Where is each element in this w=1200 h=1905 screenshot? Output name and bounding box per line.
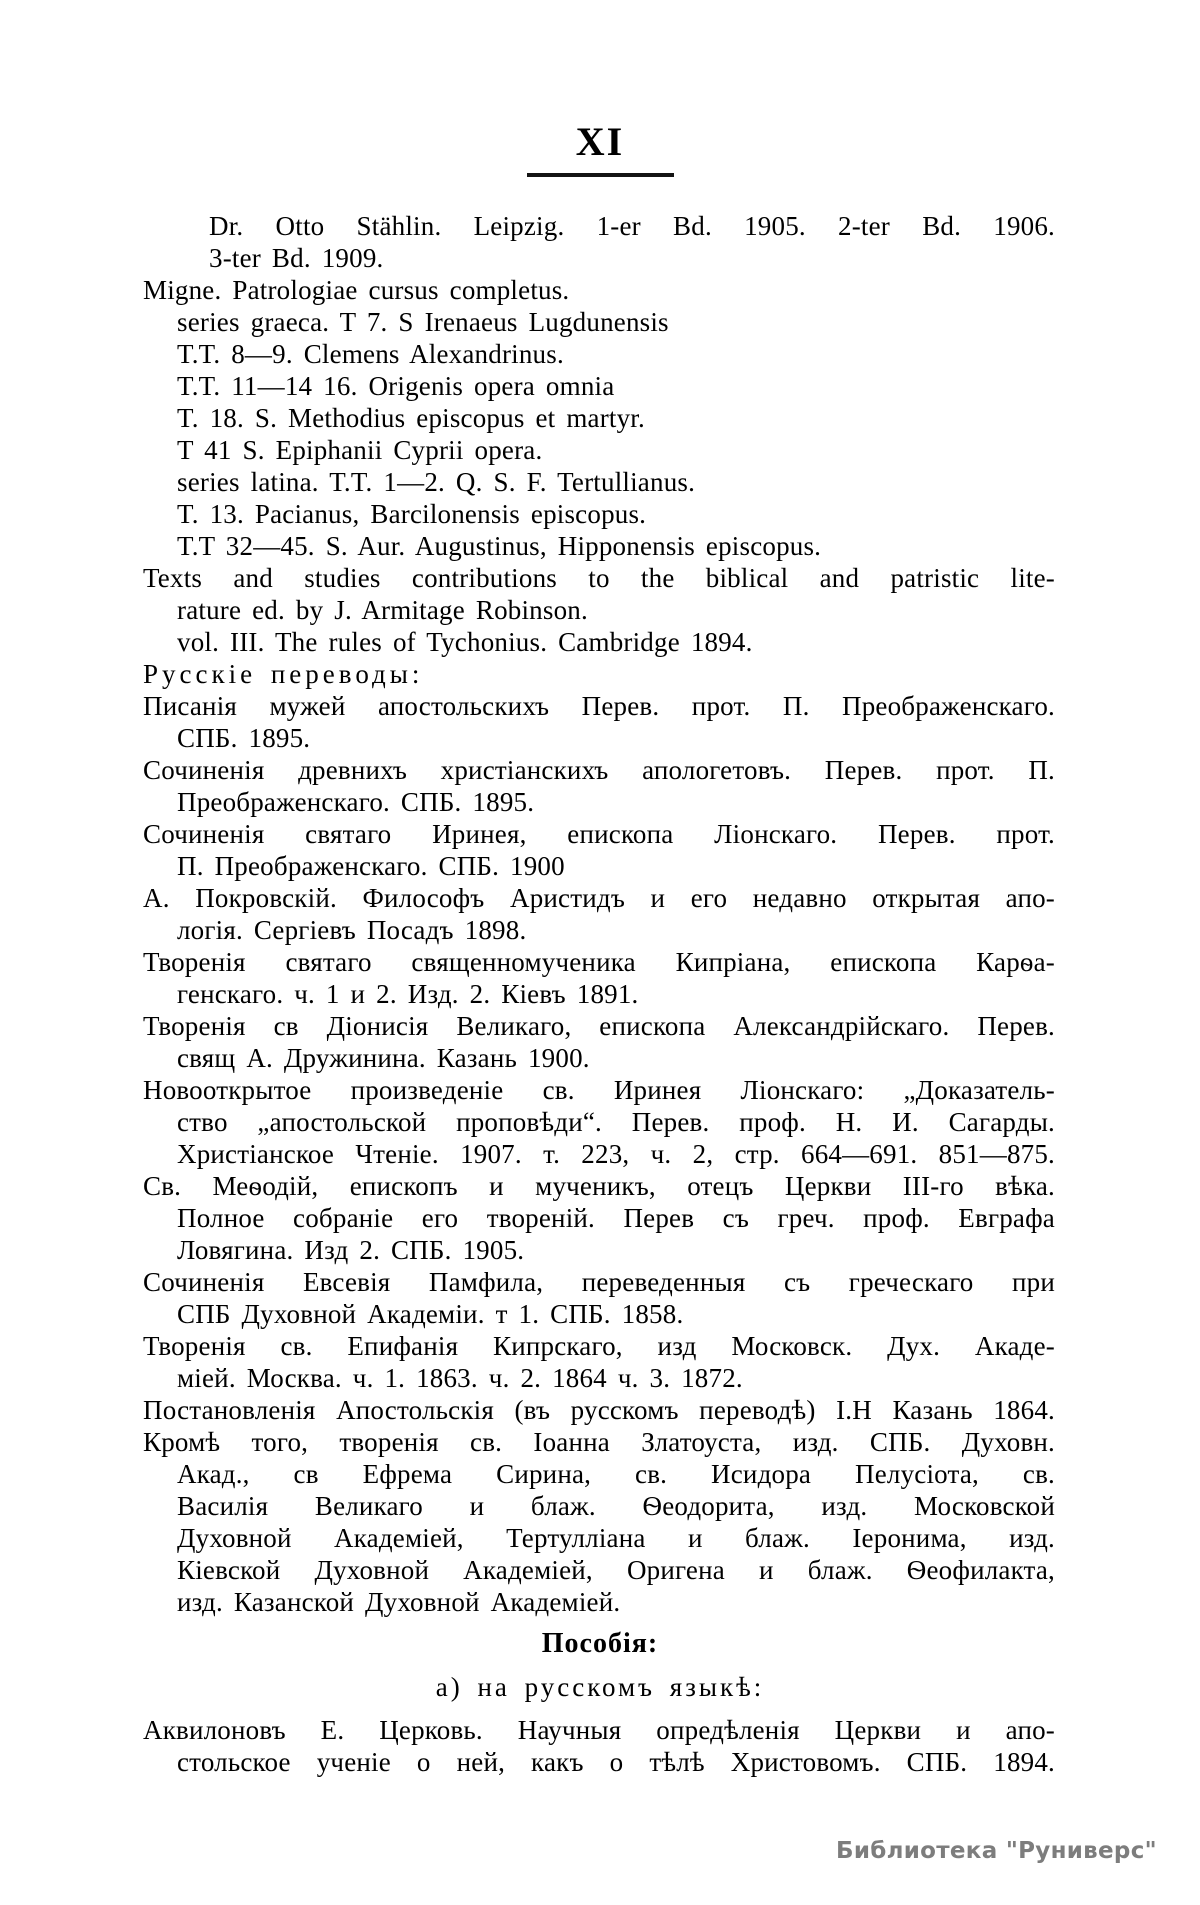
appendix-entry-text xyxy=(143,1714,1055,1778)
text-line: логія. Сергіевъ Посадъ 1898. xyxy=(177,915,527,945)
text-line: series graeca. T 7. S Irenaeus Lugdunensis xyxy=(177,307,669,337)
text-line: Творенія св. Епифанія Кипрскаго, изд Московск. Дух. Акаде- xyxy=(143,1331,1055,1361)
text-line: Новооткрытое произведеніе св. Иринея Ліонскаго: „Доказатель- xyxy=(143,1075,1055,1105)
text-line: Акад., св Ефрема Сирина, св. Исидора Пелусіота, св. xyxy=(177,1459,1055,1489)
text-line: Писанія мужей апостольскихъ Перев. прот. П. Преображенскаго. xyxy=(143,691,1055,721)
text-line: свящ А. Дружинина. Казань 1900. xyxy=(177,1043,590,1073)
text-line: міей. Москва. ч. 1. 1863. ч. 2. 1864 ч. 3. 1872. xyxy=(177,1363,743,1393)
text-line: Ловягина. Изд 2. СПБ. 1905. xyxy=(177,1235,525,1265)
text-line: СПБ. 1895. xyxy=(177,723,311,753)
text-line: Василія Великаго и блаж. Ѳеодорита, изд. Московской xyxy=(177,1491,1055,1521)
text-line: Кіевской Духовной Академіей, Оригена и блаж. Ѳеофилакта, xyxy=(177,1555,1055,1585)
library-watermark: Библиотека "Руниверс" xyxy=(836,1838,1157,1864)
text-line: Творенія св Діонисія Великаго, епископа Александрійскаго. Перев. xyxy=(143,1011,1055,1041)
text-line: Полное собраніе его твореній. Перев съ греч. проф. Евграфа xyxy=(177,1203,1055,1233)
text-line: Сочиненія древнихъ христіанскихъ апологетовъ. Перев. прот. П. xyxy=(143,755,1055,785)
text-line: Texts and studies contributions to the biblical and patristic lite- xyxy=(143,563,1055,593)
text-line: СПБ Духовной Академіи. т 1. СПБ. 1858. xyxy=(177,1299,684,1329)
text-line: П. Преображенскаго. СПБ. 1900 xyxy=(177,851,565,881)
text-line: vol. III. The rules of Tychonius. Cambridge 1894. xyxy=(177,627,753,657)
text-line: Migne. Patrologiae cursus completus. xyxy=(143,275,570,305)
page-number: XI xyxy=(575,119,625,164)
text-line: T.T. 8—9. Clemens Alexandrinus. xyxy=(177,339,564,369)
text-line: ство „апостольской проповѣди“. Перев. проф. Н. И. Сагарды. xyxy=(177,1107,1055,1137)
text-line: Сочиненія Евсевія Памфила, переведенныя съ греческаго при xyxy=(143,1267,1055,1297)
text-line: T.T. 11—14 16. Origenis opera omnia xyxy=(177,371,615,401)
text-line: T. 18. S. Methodius episcopus et martyr. xyxy=(177,403,645,433)
text-line: А. Покровскій. Философъ Аристидъ и его недавно открытая апо- xyxy=(143,883,1055,913)
text-line: Творенія святаго священномученика Кипріана, епископа Карѳа- xyxy=(143,947,1055,977)
text-line: стольское ученіе о ней, какъ о тѣлѣ Христовомъ. СПБ. 1894. xyxy=(177,1747,1055,1777)
text-line: генскаго. ч. 1 и 2. Изд. 2. Кіевъ 1891. xyxy=(177,979,639,1009)
text-line: series latina. T.T. 1—2. Q. S. F. Tertullianus. xyxy=(177,467,696,497)
text-line: Преображенскаго. СПБ. 1895. xyxy=(177,787,535,817)
text-line: Христіанское Чтеніе. 1907. т. 223, ч. 2, стр. 664—691. 851—875. xyxy=(177,1139,1055,1169)
text-line: Аквилоновъ Е. Церковь. Научныя опредѣленія Церкви и апо- xyxy=(143,1715,1055,1745)
section-heading: Пособія: xyxy=(541,1628,659,1659)
text-line: Духовной Академіей, Тертулліана и блаж. Іеронима, изд. xyxy=(177,1523,1055,1553)
text-line: Постановленія Апостольскія (въ русскомъ переводѣ) І.Н Казань 1864. xyxy=(143,1395,1055,1425)
subsection-heading: а) на русскомъ языкѣ: xyxy=(435,1672,765,1702)
text-line: 3-ter Bd. 1909. xyxy=(209,243,384,273)
text-line: Кромѣ того, творенія св. Іоанна Златоуста, изд. СПБ. Духовн. xyxy=(143,1427,1055,1457)
text-line: изд. Казанской Духовной Академіей. xyxy=(177,1587,621,1617)
text-line: T. 13. Pacianus, Barcilonensis episcopus. xyxy=(177,499,647,529)
text-line: Св. Меѳодій, епископъ и мученикъ, отецъ Церкви III-го вѣка. xyxy=(143,1171,1055,1201)
text-line: Русскіе переводы: xyxy=(143,659,424,689)
text-line: Dr. Otto Stählin. Leipzig. 1-er Bd. 1905. 2-ter Bd. 1906. xyxy=(209,211,1055,241)
text-line: T.T 32—45. S. Aur. Augustinus, Hipponensis episcopus. xyxy=(177,531,822,561)
bibliography-text xyxy=(143,210,1055,1618)
text-line: T 41 S. Epiphanii Cyprii opera. xyxy=(177,435,543,465)
text-line: Сочиненія святаго Иринея, епископа Ліонскаго. Перев. прот. xyxy=(143,819,1055,849)
text-line: rature ed. by J. Armitage Robinson. xyxy=(177,595,588,625)
header-rule xyxy=(527,173,674,177)
